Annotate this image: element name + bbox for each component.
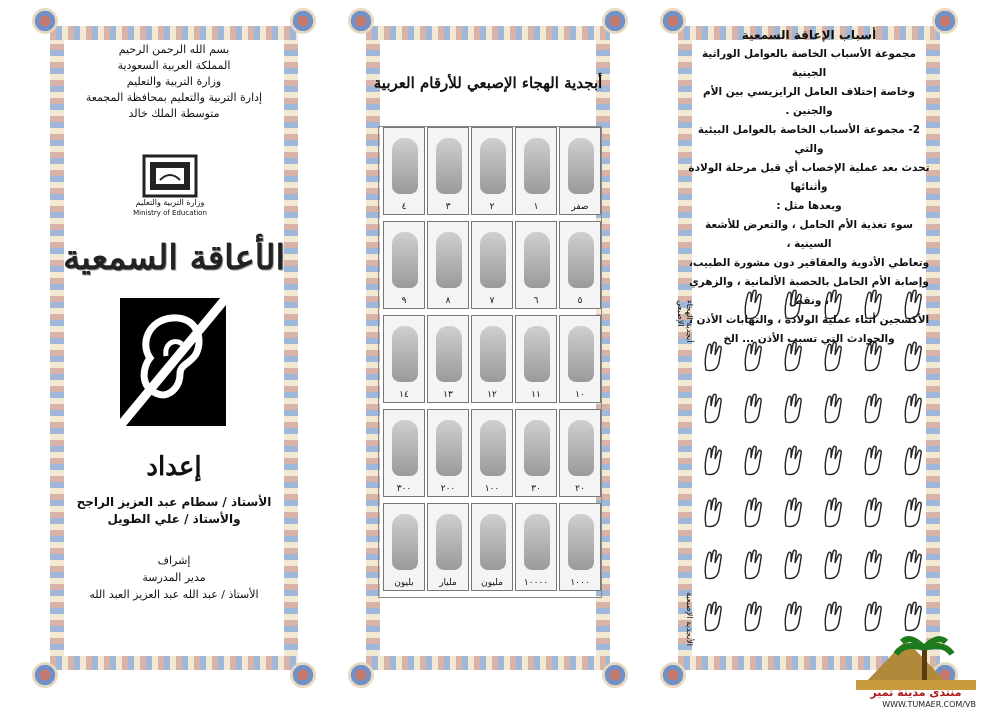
- hand-sign-icon: [436, 326, 462, 382]
- header-line: متوسطة الملك خالد: [128, 107, 220, 120]
- author-line: والأستاذ / علي الطويل: [107, 512, 241, 526]
- hand-sign-icon: [524, 138, 550, 194]
- supervision: [36, 552, 312, 603]
- causes-line: 2- مجموعة الأسباب الخاصة بالعوامل البيئية والتي: [697, 124, 921, 155]
- letter-sign-icon: [700, 548, 726, 582]
- prepared-by-label: إعداد: [146, 452, 202, 482]
- letter-sign-icon: [700, 392, 726, 426]
- authors: [36, 494, 312, 528]
- number-label: ٣٠: [531, 484, 541, 494]
- hand-sign-icon: [392, 138, 418, 194]
- letter-sign-icon: [860, 340, 886, 374]
- causes-line: مجموعة الأسباب الخاصة بالعوامل الوراثية الجينية: [701, 48, 917, 79]
- letter-sign-icon: [900, 288, 926, 322]
- hand-sign-icon: [436, 232, 462, 288]
- number-label: ٩: [401, 296, 407, 306]
- hand-sign-icon: [436, 138, 462, 194]
- letter-sign-icon: [820, 392, 846, 426]
- corner-ornament-icon: [290, 662, 316, 688]
- header-line: بسم الله الرحمن الرحيم: [118, 43, 230, 56]
- letter-sign-icon: [740, 340, 766, 374]
- supervision-line: مدير المدرسة: [142, 571, 206, 584]
- hand-sign-icon: [436, 420, 462, 476]
- number-label: بليون: [394, 578, 414, 588]
- letter-sign-icon: [900, 340, 926, 374]
- corner-ornament-icon: [602, 662, 628, 688]
- numbers-panel: [352, 12, 624, 684]
- number-label: ٢٠٠: [440, 484, 456, 494]
- corner-ornament-icon: [290, 8, 316, 34]
- letter-sign-icon: [740, 600, 766, 634]
- number-sign-cell: [471, 503, 513, 591]
- number-sign-cell: [559, 315, 601, 403]
- number-label: مليار: [439, 578, 457, 588]
- number-label: ١١: [531, 390, 541, 400]
- hand-sign-icon: [392, 420, 418, 476]
- hand-sign-icon: [568, 138, 594, 194]
- side-label-bottom: الأبجدية الإصبعية: [685, 592, 694, 646]
- hand-sign-icon: [480, 420, 506, 476]
- letter-sign-icon: [860, 392, 886, 426]
- watermark-name: منتدى مدينة تمير: [870, 686, 962, 699]
- header-line: إدارة التربية والتعليم بمحافظة المجمعة: [85, 91, 263, 104]
- letter-sign-icon: [700, 444, 726, 478]
- letter-sign-icon: [820, 548, 846, 582]
- number-label: مليون: [481, 578, 503, 588]
- causes-line: والحوادث التي تسبب الأذن ... الخ: [723, 333, 895, 345]
- number-label: ٤: [401, 202, 407, 212]
- letter-sign-icon: [780, 340, 806, 374]
- number-sign-cell: [515, 221, 557, 309]
- letter-sign-icon: [860, 288, 886, 322]
- number-sign-cell: [427, 221, 469, 309]
- hand-sign-icon: [524, 326, 550, 382]
- cover-header: [36, 42, 312, 122]
- letter-sign-icon: [900, 496, 926, 530]
- logo-text: وزارة التربية والتعليم: [135, 198, 205, 207]
- finger-numbers-table: [378, 126, 602, 598]
- letter-sign-icon: [700, 496, 726, 530]
- letter-sign-icon: [820, 444, 846, 478]
- hand-sign-icon: [392, 326, 418, 382]
- number-sign-cell: [515, 315, 557, 403]
- cover-title: الأعاقة السمعية: [63, 238, 285, 278]
- number-label: ١٠٠: [484, 484, 500, 494]
- ministry-logo: [130, 152, 210, 222]
- letter-sign-icon: [860, 548, 886, 582]
- causes-line: وإصابة الأم الحامل بالحصبة الألمانية ، والزهري ، ونقص: [689, 276, 929, 307]
- number-sign-cell: [471, 127, 513, 215]
- letter-sign-icon: [820, 288, 846, 322]
- letter-sign-icon: [820, 496, 846, 530]
- hand-sign-icon: [568, 420, 594, 476]
- number-sign-cell: [471, 315, 513, 403]
- letter-sign-icon: [740, 444, 766, 478]
- number-sign-cell: [383, 315, 425, 403]
- number-label: ٥: [577, 296, 583, 306]
- letter-sign-icon: [780, 288, 806, 322]
- causes-line: تحدث بعد عملية الإخصاب أي قبل مرحلة الولادة وأثنائها: [688, 162, 930, 193]
- number-sign-cell: [383, 127, 425, 215]
- letter-sign-icon: [740, 288, 766, 322]
- hand-sign-icon: [436, 514, 462, 570]
- number-sign-cell: [427, 409, 469, 497]
- number-sign-cell: [427, 127, 469, 215]
- causes-line: الأكسجين أثناء عملية الولادة ، والتهابات الأذن ،: [688, 314, 930, 326]
- number-sign-cell: [471, 221, 513, 309]
- letter-sign-icon: [780, 496, 806, 530]
- corner-ornament-icon: [660, 8, 686, 34]
- forum-watermark: [856, 630, 976, 710]
- hand-sign-icon: [568, 326, 594, 382]
- letter-sign-icon: [820, 600, 846, 634]
- palm-logo-icon: [856, 630, 976, 690]
- number-sign-cell: [471, 409, 513, 497]
- hand-sign-icon: [480, 138, 506, 194]
- number-label: ١٣: [443, 390, 453, 400]
- hand-sign-icon: [480, 232, 506, 288]
- number-sign-cell: [559, 127, 601, 215]
- hand-sign-icon: [480, 514, 506, 570]
- supervision-line: الأستاذ / عبد الله عبد العزيز العبد الله: [89, 588, 259, 601]
- corner-ornament-icon: [660, 662, 686, 688]
- corner-ornament-icon: [348, 8, 374, 34]
- number-label: ١٢: [487, 390, 497, 400]
- letter-sign-icon: [860, 444, 886, 478]
- corner-ornament-icon: [32, 662, 58, 688]
- number-label: ٢: [489, 202, 495, 212]
- number-sign-cell: [515, 409, 557, 497]
- hand-sign-icon: [524, 420, 550, 476]
- corner-ornament-icon: [348, 662, 374, 688]
- number-sign-cell: [515, 503, 557, 591]
- causes-line: وبعدها مثل :: [776, 200, 842, 212]
- supervision-line: إشراف: [157, 554, 191, 567]
- number-sign-cell: [427, 503, 469, 591]
- number-label: ٣٠٠: [396, 484, 412, 494]
- corner-ornament-icon: [602, 8, 628, 34]
- letter-sign-icon: [860, 600, 886, 634]
- letter-sign-icon: [740, 496, 766, 530]
- cover-panel: [36, 12, 312, 684]
- causes-title: أسباب الإعاقة السمعية: [741, 28, 877, 42]
- letter-sign-icon: [900, 392, 926, 426]
- number-label: ١٠: [575, 390, 585, 400]
- letter-sign-icon: [900, 600, 926, 634]
- hearing-impairment-icon: [120, 298, 226, 426]
- number-label: ١: [533, 202, 539, 212]
- letter-sign-icon: [780, 600, 806, 634]
- number-sign-cell: [559, 503, 601, 591]
- causes-line: وتعاطي الأدوية والعقاقير دون مشورة الطبيب،: [688, 257, 930, 269]
- number-sign-cell: [383, 409, 425, 497]
- header-line: المملكة العربية السعودية: [117, 59, 231, 72]
- hand-sign-icon: [392, 514, 418, 570]
- causes-line: وخاصة إختلاف العامل الرايزيسي بين الأم والجنين .: [703, 86, 915, 117]
- number-label: ١٠٠٠: [570, 578, 590, 588]
- letter-sign-icon: [900, 548, 926, 582]
- letter-sign-icon: [780, 548, 806, 582]
- header-line: وزارة التربية والتعليم: [126, 75, 222, 88]
- author-line: الأستاذ / سطام عبد العزيز الراجح: [76, 495, 272, 509]
- causes-panel: [664, 12, 954, 684]
- letter-sign-icon: [780, 392, 806, 426]
- number-sign-cell: [559, 409, 601, 497]
- letter-sign-icon: [700, 340, 726, 374]
- number-label: ٣: [445, 202, 451, 212]
- letter-sign-icon: [860, 496, 886, 530]
- number-sign-cell: [559, 221, 601, 309]
- letter-sign-icon: [700, 600, 726, 634]
- number-sign-cell: [383, 221, 425, 309]
- number-sign-cell: [515, 127, 557, 215]
- hand-sign-icon: [568, 232, 594, 288]
- hand-sign-icon: [568, 514, 594, 570]
- letter-sign-icon: [780, 444, 806, 478]
- corner-ornament-icon: [932, 8, 958, 34]
- number-label: صفر: [571, 202, 589, 212]
- number-label: ٢٠: [575, 484, 585, 494]
- side-label-top: أبجدية الهجاء الإصبعي: [676, 300, 694, 343]
- causes-line: سوء تغذية الأم الحامل ، والتعرض للأشعة السينية ،: [705, 219, 913, 250]
- numbers-title: أبجدية الهجاء الإصبعي للأرقام العربية: [373, 74, 603, 92]
- logo-text-en: Ministry of Education: [133, 209, 207, 217]
- number-label: ٨: [445, 296, 451, 306]
- number-sign-cell: [427, 315, 469, 403]
- letter-sign-icon: [740, 548, 766, 582]
- number-label: ٧: [489, 296, 495, 306]
- letter-sign-icon: [820, 340, 846, 374]
- hand-sign-icon: [392, 232, 418, 288]
- number-sign-cell: [383, 503, 425, 591]
- letter-sign-icon: [900, 444, 926, 478]
- hand-sign-icon: [524, 514, 550, 570]
- number-label: ٦: [533, 296, 539, 306]
- letter-sign-icon: [740, 392, 766, 426]
- number-label: ١٠٠٠٠: [523, 578, 549, 588]
- number-label: ١٤: [399, 390, 409, 400]
- hand-sign-icon: [480, 326, 506, 382]
- corner-ornament-icon: [32, 8, 58, 34]
- watermark-url: WWW.TUMAER.COM/VB: [882, 700, 976, 709]
- causes-text: [686, 26, 932, 349]
- hand-sign-icon: [524, 232, 550, 288]
